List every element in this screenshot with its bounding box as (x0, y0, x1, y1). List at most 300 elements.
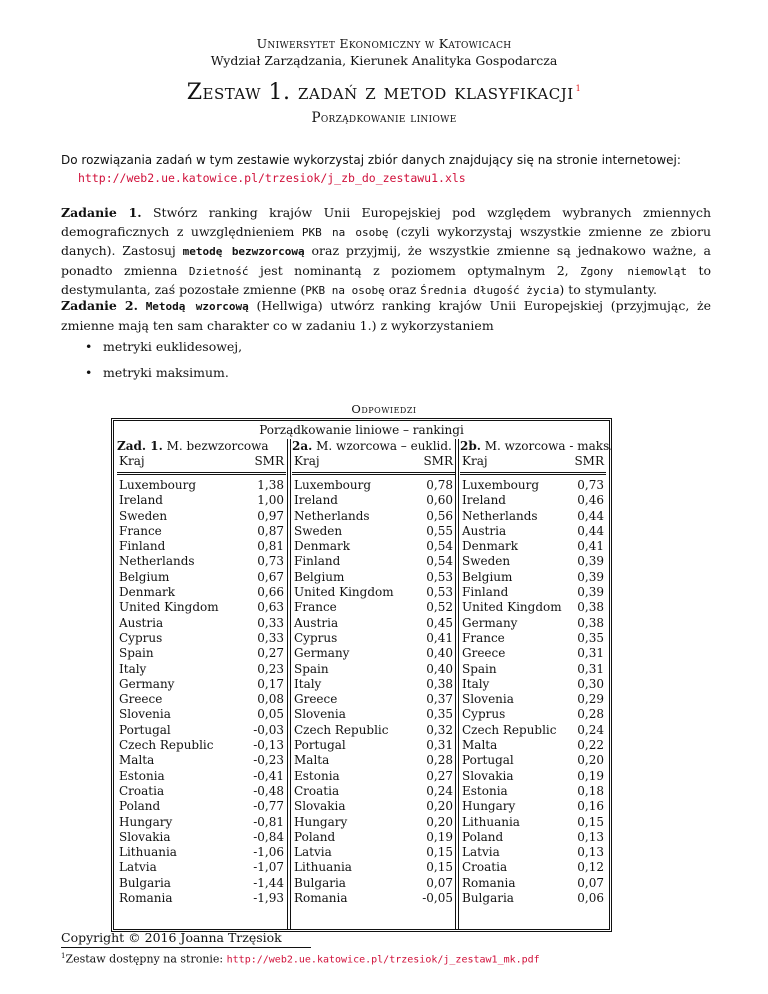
table-row (460, 662, 606, 677)
smr-cell: 0,40 (426, 646, 453, 661)
table-row (292, 677, 455, 692)
country-cell: Luxembourg (294, 478, 371, 492)
table-row (460, 646, 606, 661)
table-row (117, 784, 286, 799)
smr-cell: -1,44 (253, 875, 284, 890)
table-row (460, 738, 606, 753)
smr-cell: 0,37 (426, 692, 453, 707)
country-cell: Italy (462, 676, 490, 691)
country-cell: Cyprus (462, 707, 506, 722)
country-cell: Greece (294, 692, 338, 707)
table-row (460, 524, 606, 539)
table-row (117, 524, 286, 539)
country-cell: Austria (119, 615, 164, 630)
ranking-column (117, 439, 286, 929)
ranking-column (292, 439, 455, 929)
country-cell: Cyprus (119, 630, 163, 645)
table-row (292, 707, 455, 722)
country-cell: Hungary (294, 814, 348, 829)
column-title-task: 2a. (292, 439, 313, 453)
country-cell: Cyprus (294, 630, 338, 645)
smr-cell: 0,17 (257, 676, 284, 691)
smr-cell: 0,60 (426, 493, 453, 508)
table-row (460, 509, 606, 524)
table-row (460, 631, 606, 646)
smr-cell: 0,07 (577, 875, 604, 890)
answers-table (111, 418, 612, 932)
country-cell: Croatia (462, 860, 508, 875)
country-cell: Romania (462, 875, 516, 890)
smr-cell: 0,46 (577, 493, 604, 508)
header-rule (292, 472, 455, 475)
table-row (460, 692, 606, 707)
smr-cell: 0,15 (577, 814, 604, 829)
table-row (117, 478, 286, 493)
task-1-text-3: oraz przyjmij, że wszystkie zmienne są jednakowo ważne, a ponadto zmienna (61, 243, 711, 278)
header-country: Kraj (294, 454, 320, 468)
smr-cell: 0,73 (577, 478, 604, 492)
department-name: Wydział Zarządzania, Kierunek Analityka Gospodarcza (210, 53, 558, 68)
country-cell: Spain (462, 661, 497, 676)
column-title (117, 439, 286, 454)
header-value: SMR (254, 454, 284, 468)
smr-cell: 0,54 (426, 554, 453, 569)
footnote (61, 952, 540, 966)
table-row (117, 493, 286, 508)
table-row (460, 723, 606, 738)
smr-cell: 0,18 (577, 783, 604, 798)
smr-cell: 0,38 (577, 600, 604, 615)
smr-cell: 0,05 (257, 707, 284, 722)
smr-cell: 0,52 (426, 600, 453, 615)
header-value: SMR (423, 454, 453, 468)
smr-cell: 0,23 (257, 661, 284, 676)
table-row (460, 784, 606, 799)
country-cell: Hungary (462, 799, 516, 814)
table-row (117, 723, 286, 738)
header-row (460, 454, 606, 469)
header-value: SMR (574, 454, 604, 468)
column-title-method: M. bezwzorcowa (162, 439, 269, 453)
table-row (292, 860, 455, 875)
rows (292, 478, 455, 906)
country-cell: Denmark (462, 539, 518, 554)
smr-cell: 0,31 (577, 661, 604, 676)
column-divider (287, 439, 291, 929)
smr-cell: 0,13 (577, 845, 604, 860)
smr-cell: 0,39 (577, 554, 604, 569)
country-cell: Estonia (462, 783, 508, 798)
country-cell: Italy (294, 676, 322, 691)
smr-cell: 0,38 (577, 615, 604, 630)
table-row (460, 585, 606, 600)
smr-cell: 0,53 (426, 585, 453, 600)
table-row (460, 677, 606, 692)
country-cell: Latvia (119, 860, 157, 875)
country-cell: Estonia (119, 768, 165, 783)
table-row (292, 769, 455, 784)
task-1-var-zycie: Średnia długość życia (420, 284, 560, 297)
table-row (460, 616, 606, 631)
footnote-text: Zestaw dostępny na stronie: (65, 952, 227, 966)
country-cell: United Kingdom (119, 600, 219, 615)
list-item: • metryki maksimum. (83, 364, 683, 390)
table-row (292, 815, 455, 830)
task-1-text-7: ) to stymulanty. (559, 282, 658, 297)
smr-cell: -1,06 (253, 845, 284, 860)
table-row (292, 876, 455, 891)
task-1-text-1: Stwórz ranking krajów Unii Europejskiej pod względem wybranych zmiennych demograficznych z uwzględnieniem (61, 205, 711, 239)
country-cell: Slovakia (119, 829, 171, 844)
title-footnote-mark[interactable]: 1 (575, 83, 582, 93)
smr-cell: -0,84 (253, 829, 284, 844)
table-row (460, 707, 606, 722)
document-subtitle: Porządkowanie liniowe (311, 110, 457, 126)
country-cell: France (462, 630, 505, 645)
country-cell: Bulgaria (119, 875, 171, 890)
table-row (117, 830, 286, 845)
country-cell: Czech Republic (462, 722, 557, 737)
task-1-text-5: to destymulanta, zaś pozostałe zmienne ( (61, 262, 712, 297)
university-name: Uniwersytet Ekonomiczny w Katowicach (256, 36, 512, 51)
country-cell: Portugal (294, 738, 346, 753)
task-1-text-2: (czyli wykorzystaj wszystkie zmienne ze zbioru danych). Zastosuj (61, 223, 711, 258)
country-cell: Croatia (119, 783, 165, 798)
country-cell: Latvia (294, 845, 332, 860)
smr-cell: -0,81 (253, 814, 284, 829)
country-cell: Spain (119, 646, 154, 661)
table-row (460, 891, 606, 906)
dataset-link[interactable]: http://web2.ue.katowice.pl/trzesiok/j_zb_do_zestawu1.xls (78, 171, 466, 185)
header-country: Kraj (462, 454, 488, 468)
table-row (292, 509, 455, 524)
smr-cell: 0,12 (577, 860, 604, 875)
smr-cell: 0,41 (426, 630, 453, 645)
smr-cell: -0,13 (253, 738, 284, 753)
smr-cell: 0,56 (426, 508, 453, 523)
smr-cell: 0,06 (577, 891, 604, 906)
title-text: Zestaw 1. zadań z metod klasyfikacji (186, 80, 574, 105)
smr-cell: 0,44 (577, 523, 604, 538)
smr-cell: 0,28 (577, 707, 604, 722)
country-cell: Lithuania (462, 814, 520, 829)
country-cell: Austria (462, 523, 507, 538)
country-cell: Czech Republic (294, 722, 389, 737)
table-row (460, 554, 606, 569)
table-title: Porządkowanie liniowe – rankingi (259, 423, 464, 437)
country-cell: Italy (119, 661, 147, 676)
smr-cell: -1,07 (253, 860, 284, 875)
country-cell: Finland (119, 539, 166, 554)
smr-cell: 0,40 (426, 661, 453, 676)
column-title-task: 2b. (460, 439, 481, 453)
country-cell: Finland (462, 585, 509, 600)
table-row (460, 830, 606, 845)
country-cell: Germany (294, 646, 350, 661)
country-cell: Sweden (119, 508, 168, 523)
document-title (0, 80, 768, 105)
country-cell: Slovenia (462, 692, 514, 707)
table-row (117, 646, 286, 661)
country-cell: Sweden (462, 554, 511, 569)
table-row (460, 860, 606, 875)
table-row (117, 692, 286, 707)
smr-cell: 0,67 (257, 569, 284, 584)
smr-cell: 0,28 (426, 753, 453, 768)
smr-cell: 0,31 (577, 646, 604, 661)
smr-cell: 0,08 (257, 692, 284, 707)
country-cell: Luxembourg (462, 478, 539, 492)
table-row (460, 845, 606, 860)
smr-cell: 0,35 (426, 707, 453, 722)
task-1 (61, 204, 711, 301)
country-cell: Malta (119, 753, 155, 768)
table-row (460, 478, 606, 493)
smr-cell: 1,00 (257, 493, 284, 508)
smr-cell: 0,39 (577, 585, 604, 600)
answers-heading: Odpowiedzi (351, 402, 417, 416)
smr-cell: 0,30 (577, 676, 604, 691)
country-cell: France (294, 600, 337, 615)
header-row (292, 454, 455, 469)
country-cell: Ireland (294, 493, 338, 508)
country-cell: Hungary (119, 814, 173, 829)
table-row (117, 554, 286, 569)
smr-cell: 0,33 (257, 630, 284, 645)
smr-cell: -0,77 (253, 799, 284, 814)
country-cell: Netherlands (294, 508, 370, 523)
country-cell: Denmark (294, 539, 350, 554)
smr-cell: 0,73 (257, 554, 284, 569)
intro-text: Do rozwiązania zadań w tym zestawie wykorzystaj zbiór danych znajdujący się na stronie internetowej: (61, 153, 681, 167)
country-cell: France (119, 523, 162, 538)
table-row (292, 692, 455, 707)
task-1-text-6: oraz (384, 282, 421, 297)
table-row (460, 539, 606, 554)
smr-cell: 0,15 (426, 845, 453, 860)
country-cell: Austria (294, 615, 339, 630)
table-row (117, 891, 286, 906)
country-cell: Germany (462, 615, 518, 630)
column-title-method: M. wzorcowa - maks. (480, 439, 614, 453)
country-cell: United Kingdom (294, 585, 394, 600)
smr-cell: 0,32 (426, 722, 453, 737)
smr-cell: 0,54 (426, 539, 453, 554)
country-cell: Portugal (462, 753, 514, 768)
smr-cell: 0,41 (577, 539, 604, 554)
smr-cell: 1,38 (257, 478, 284, 492)
table-row (460, 600, 606, 615)
task-2-label: Zadanie 2. (61, 298, 138, 313)
column-title-task: Zad. 1. (117, 439, 163, 453)
header-rule (117, 472, 286, 475)
table-row (460, 815, 606, 830)
table-row (117, 539, 286, 554)
country-cell: Belgium (462, 569, 513, 584)
table-row (117, 769, 286, 784)
table-row (292, 493, 455, 508)
table-row (292, 478, 455, 493)
footnote-link[interactable]: http://web2.ue.katowice.pl/trzesiok/j_zestaw1_mk.pdf (226, 954, 540, 966)
smr-cell: -0,48 (253, 783, 284, 798)
table-row (117, 738, 286, 753)
table-row (460, 799, 606, 814)
country-cell: Lithuania (119, 845, 177, 860)
table-row (292, 539, 455, 554)
country-cell: Netherlands (462, 508, 538, 523)
table-row (292, 738, 455, 753)
smr-cell: 0,35 (577, 630, 604, 645)
task-1-var-pkb-2: PKB na osobę (305, 284, 385, 297)
smr-cell: 0,39 (577, 569, 604, 584)
smr-cell: 0,19 (577, 768, 604, 783)
smr-cell: 0,24 (426, 783, 453, 798)
country-cell: Finland (294, 554, 341, 569)
header-row (117, 454, 286, 469)
country-cell: Czech Republic (119, 738, 214, 753)
smr-cell: 0,31 (426, 738, 453, 753)
table-row (117, 509, 286, 524)
smr-cell: 0,13 (577, 829, 604, 844)
task-1-var-zgony: Zgony niemowląt (580, 264, 687, 278)
table-row (117, 815, 286, 830)
country-cell: Bulgaria (462, 891, 514, 906)
country-cell: Slovakia (294, 799, 346, 814)
ranking-column (460, 439, 614, 929)
smr-cell: 0,33 (257, 615, 284, 630)
country-cell: Malta (294, 753, 330, 768)
smr-cell: 0,55 (426, 523, 453, 538)
table-row (292, 830, 455, 845)
table-row (292, 845, 455, 860)
country-cell: Romania (119, 891, 173, 906)
country-cell: Luxembourg (119, 478, 196, 492)
column-title-method: M. wzorcowa – euklid. (312, 439, 452, 453)
rows (460, 478, 606, 906)
country-cell: Poland (294, 829, 336, 844)
table-row (117, 616, 286, 631)
header-country: Kraj (119, 454, 145, 468)
column-title (292, 439, 455, 454)
country-cell: United Kingdom (462, 600, 562, 615)
table-row (460, 493, 606, 508)
smr-cell: 0,16 (577, 799, 604, 814)
task-2 (61, 297, 711, 335)
smr-cell: 0,24 (577, 722, 604, 737)
country-cell: Bulgaria (294, 875, 346, 890)
smr-cell: 0,07 (426, 875, 453, 890)
table-row (292, 600, 455, 615)
country-cell: Slovenia (119, 707, 171, 722)
task-1-method: metodę bezwzorcową (182, 245, 305, 258)
table-row (117, 631, 286, 646)
table-row (117, 662, 286, 677)
table-row (292, 784, 455, 799)
country-cell: Lithuania (294, 860, 352, 875)
table-row (117, 876, 286, 891)
smr-cell: 0,63 (257, 600, 284, 615)
country-cell: Poland (119, 799, 161, 814)
country-cell: Spain (294, 661, 329, 676)
smr-cell: -0,23 (253, 753, 284, 768)
country-cell: Germany (119, 676, 175, 691)
table-row (117, 860, 286, 875)
header-rule (460, 472, 606, 475)
table-row (460, 753, 606, 768)
table-row (292, 554, 455, 569)
task-1-text-4: jest nominantą z poziomem optymalnym 2, (248, 262, 581, 278)
table-row (117, 600, 286, 615)
smr-cell: 0,44 (577, 508, 604, 523)
task-1-var-dzietnosc: Dzietność (188, 264, 249, 278)
country-cell: Netherlands (119, 554, 195, 569)
smr-cell: -0,41 (253, 768, 284, 783)
country-cell: Romania (294, 891, 348, 906)
smr-cell: 0,97 (257, 508, 284, 523)
country-cell: Ireland (119, 493, 163, 508)
smr-cell: 0,38 (426, 676, 453, 691)
smr-cell: 0,78 (426, 478, 453, 492)
country-cell: Slovakia (462, 768, 514, 783)
table-row (292, 616, 455, 631)
task-1-var-pkb: PKB na osobę (301, 225, 389, 239)
smr-cell: -0,05 (422, 891, 453, 906)
smr-cell: 0,20 (426, 814, 453, 829)
country-cell: Malta (462, 738, 498, 753)
country-cell: Ireland (462, 493, 506, 508)
table-row (460, 570, 606, 585)
smr-cell: 0,22 (577, 738, 604, 753)
column-divider (455, 439, 459, 929)
country-cell: Estonia (294, 768, 340, 783)
country-cell: Portugal (119, 722, 171, 737)
table-row (292, 570, 455, 585)
smr-cell: 0,29 (577, 692, 604, 707)
table-row (460, 876, 606, 891)
table-row (117, 845, 286, 860)
table-row (117, 677, 286, 692)
country-cell: Poland (462, 829, 504, 844)
task-2-method: Metodą wzorcową (145, 300, 249, 313)
smr-cell: 0,20 (426, 799, 453, 814)
table-row (292, 585, 455, 600)
footnote-rule (61, 947, 311, 948)
country-cell: Greece (462, 646, 506, 661)
table-row (460, 769, 606, 784)
table-row (117, 799, 286, 814)
task-2-text: (Hellwiga) utwórz ranking krajów Unii Europejskiej (przyjmując, że zmienne mają ten sam charakter co w zadaniu 1.) z wykorzystaniem (61, 298, 711, 333)
smr-cell: 0,45 (426, 615, 453, 630)
rows (117, 478, 286, 906)
country-cell: Slovenia (294, 707, 346, 722)
country-cell: Belgium (119, 569, 170, 584)
table-row (117, 585, 286, 600)
smr-cell: 0,27 (257, 646, 284, 661)
intro-paragraph (61, 151, 711, 187)
table-row (117, 707, 286, 722)
smr-cell: 0,53 (426, 569, 453, 584)
smr-cell: 0,15 (426, 860, 453, 875)
table-row (292, 662, 455, 677)
table-row (292, 891, 455, 906)
table-row (292, 646, 455, 661)
smr-cell: 0,87 (257, 523, 284, 538)
smr-cell: 0,20 (577, 753, 604, 768)
task-2-bullet-list (83, 338, 683, 390)
copyright: Copyright © 2016 Joanna Trzęsiok (61, 930, 282, 945)
footnote-mark: 1 (61, 952, 66, 960)
smr-cell: 0,27 (426, 768, 453, 783)
